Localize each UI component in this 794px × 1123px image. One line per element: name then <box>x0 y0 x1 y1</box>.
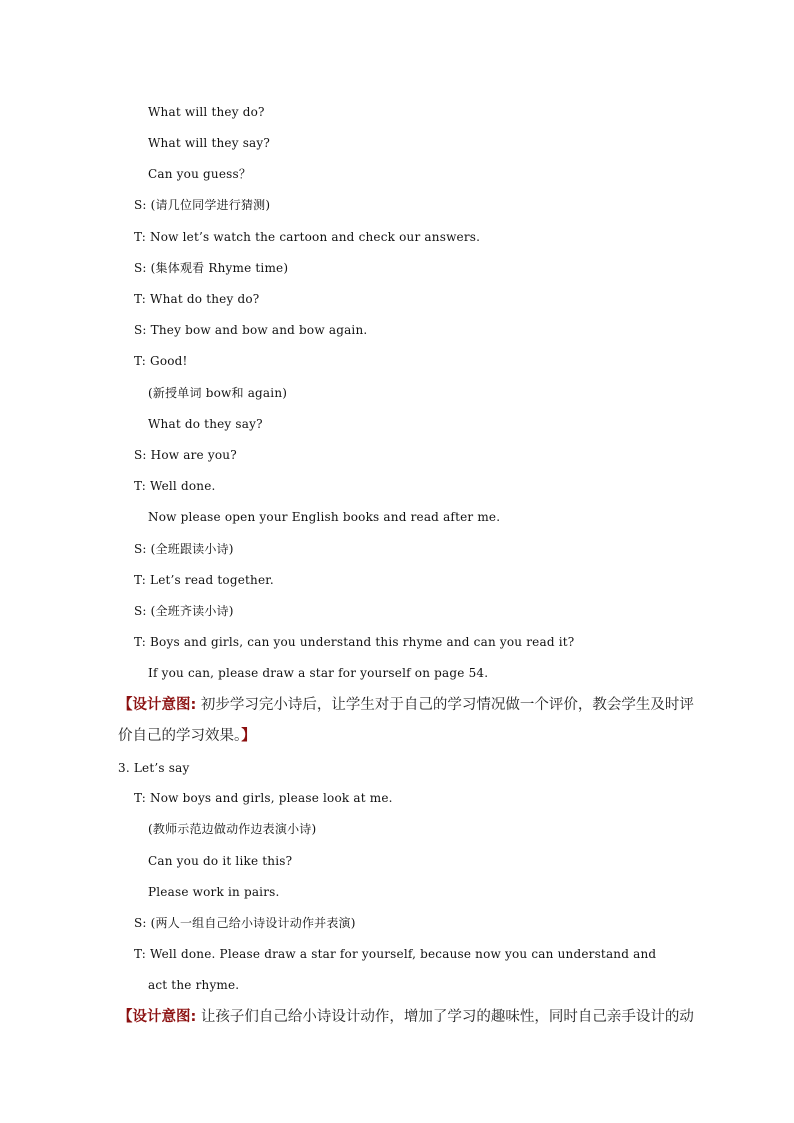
text-line: S: (全班跟读小诗) <box>134 542 234 556</box>
text-line: If you can, please draw a star for yourself on page 54. <box>148 666 489 680</box>
section-heading: 3. Let’s say <box>118 761 190 775</box>
note-open-bracket: 【 <box>118 1009 133 1025</box>
text-line: T: What do they do? <box>134 292 260 306</box>
note-label: 设计意图: <box>132 1009 197 1025</box>
note-label: 设计意图: <box>132 697 197 713</box>
text-line: T: Well done. Please draw a star for yourself, because now you can understand and <box>134 947 657 961</box>
text-line: What do they say? <box>148 417 263 431</box>
text-line: Can you guess？ <box>148 167 252 181</box>
text-line: T: Boys and girls, can you understand this rhyme and can you read it? <box>134 635 575 649</box>
design-intent-note-continuation <box>118 726 256 746</box>
design-intent-note <box>118 1007 694 1027</box>
text-line: What will they do? <box>148 105 265 119</box>
text-line: T: Now let’s watch the cartoon and check our answers. <box>134 230 481 244</box>
note-open-bracket: 【 <box>118 697 133 713</box>
text-line: S: (集体观看 Rhyme time) <box>134 261 289 275</box>
text-line: T: Well done. <box>134 479 216 493</box>
text-line: act the rhyme. <box>148 978 240 992</box>
design-intent-note <box>118 695 694 715</box>
text-line: T: Let’s read together. <box>134 573 274 587</box>
text-line: S: (两人一组自己给小诗设计动作并表演) <box>134 916 356 930</box>
text-line: S: How are you? <box>134 448 237 462</box>
text-line: S: (全班齐读小诗) <box>134 604 234 618</box>
text-line: (新授单词 bow和 again) <box>148 386 288 400</box>
text-line: T: Good! <box>134 354 188 368</box>
note-text: 让孩子们自己给小诗设计动作，增加了学习的趣味性，同时自己亲手设计的动 <box>196 1009 694 1025</box>
note-text: 初步学习完小诗后，让学生对于自己的学习情况做一个评价，教会学生及时评 <box>196 697 694 713</box>
text-line: What will they say? <box>148 136 271 150</box>
text-line: (教师示范边做动作边表演小诗) <box>148 822 317 836</box>
text-line: T: Now boys and girls, please look at me. <box>134 791 393 805</box>
text-line: S: (请几位同学进行猜测) <box>134 198 271 212</box>
note-text: 价自己的学习效果。 <box>118 728 242 744</box>
text-line: S: They bow and bow and bow again. <box>134 323 368 337</box>
text-line: Please work in pairs. <box>148 885 280 899</box>
note-close-bracket: 】 <box>241 728 256 744</box>
text-line: Now please open your English books and read after me. <box>148 510 501 524</box>
text-line: Can you do it like this? <box>148 854 293 868</box>
